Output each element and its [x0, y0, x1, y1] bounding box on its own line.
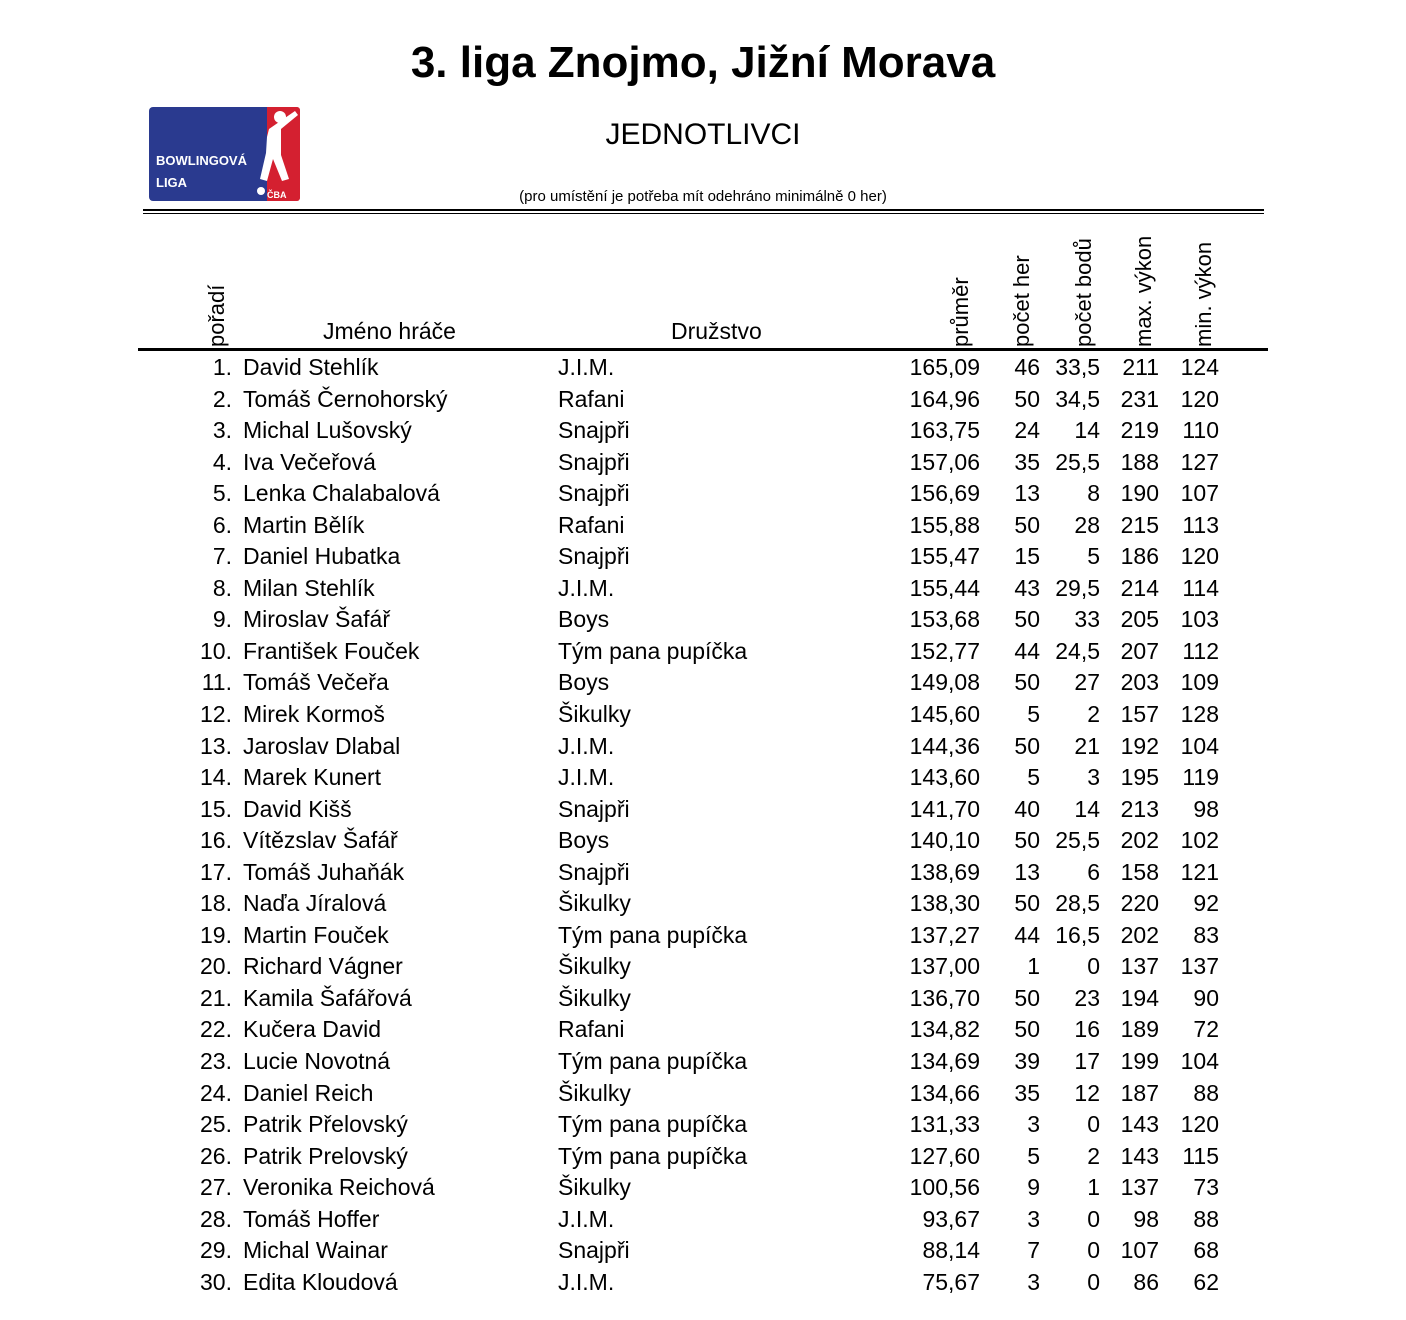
- min-score-cell: 113: [1182, 511, 1219, 538]
- min-score-cell: 90: [1193, 984, 1219, 1011]
- max-score-cell: 86: [1133, 1268, 1159, 1295]
- points-cell: 34,5: [1055, 385, 1100, 412]
- points-cell: 27: [1074, 669, 1100, 696]
- average-cell: 131,33: [909, 1111, 980, 1138]
- team-cell: J.I.M.: [558, 1268, 615, 1295]
- table-row: [0, 888, 1406, 920]
- points-cell: 5: [1087, 543, 1100, 570]
- max-score-cell: 186: [1120, 543, 1159, 570]
- min-score-cell: 83: [1193, 921, 1219, 948]
- rank-cell: 29.: [200, 1237, 232, 1264]
- min-score-cell: 110: [1182, 417, 1219, 444]
- points-cell: 1: [1087, 1174, 1100, 1201]
- games-cell: 1: [1027, 953, 1040, 980]
- rank-cell: 25.: [200, 1111, 232, 1138]
- min-score-cell: 124: [1180, 354, 1219, 380]
- team-cell: Tým pana pupíčka: [558, 1048, 748, 1075]
- points-cell: 21: [1074, 732, 1100, 759]
- team-cell: J.I.M.: [558, 574, 615, 601]
- max-score-cell: 158: [1120, 858, 1159, 885]
- max-score-cell: 137: [1120, 1174, 1159, 1201]
- max-score-cell: 203: [1120, 669, 1159, 696]
- rank-cell: 21.: [200, 984, 232, 1011]
- rank-cell: 6.: [212, 511, 232, 538]
- table-row: [0, 762, 1406, 794]
- player-name-cell: Daniel Reich: [243, 1079, 374, 1106]
- points-cell: 17: [1074, 1048, 1100, 1075]
- min-score-cell: 88: [1193, 1079, 1219, 1106]
- min-score-cell: 92: [1193, 890, 1219, 917]
- team-cell: Šikulky: [558, 890, 631, 917]
- table-row: [0, 384, 1406, 416]
- average-cell: 152,77: [909, 637, 980, 664]
- player-name-cell: Naďa Jíralová: [243, 890, 387, 917]
- average-cell: 134,69: [909, 1048, 980, 1075]
- player-name-cell: Lucie Novotná: [243, 1048, 391, 1075]
- max-score-cell: 207: [1120, 637, 1159, 664]
- min-score-cell: 109: [1180, 669, 1219, 696]
- points-cell: 29,5: [1055, 574, 1100, 601]
- points-cell: 33,5: [1055, 354, 1100, 380]
- player-name-cell: Jaroslav Dlabal: [243, 732, 401, 759]
- table-header-divider: [138, 348, 1268, 351]
- points-cell: 3: [1087, 764, 1100, 791]
- team-cell: Tým pana pupíčka: [558, 1111, 748, 1138]
- team-cell: Rafani: [558, 511, 625, 538]
- player-name-cell: David Stehlík: [243, 354, 379, 380]
- player-name-cell: František Fouček: [243, 637, 420, 664]
- player-name-cell: Tomáš Hoffer: [243, 1205, 380, 1232]
- max-score-cell: 157: [1120, 701, 1159, 728]
- min-score-cell: 115: [1182, 1142, 1219, 1169]
- min-score-cell: 98: [1193, 795, 1219, 822]
- rank-cell: 26.: [200, 1142, 232, 1169]
- team-cell: J.I.M.: [558, 354, 615, 380]
- min-score-cell: 104: [1180, 732, 1219, 759]
- max-score-cell: 194: [1120, 984, 1159, 1011]
- player-name-cell: David Kišš: [243, 795, 352, 822]
- player-name-cell: Edita Kloudová: [243, 1268, 398, 1295]
- average-cell: 157,06: [909, 448, 980, 475]
- player-name-cell: Patrik Prelovský: [243, 1142, 408, 1169]
- team-cell: Boys: [558, 669, 610, 696]
- team-cell: J.I.M.: [558, 764, 615, 791]
- table-row: [0, 604, 1406, 636]
- table-row: [0, 1204, 1406, 1236]
- min-score-cell: 107: [1180, 480, 1219, 507]
- rank-cell: 1.: [212, 354, 232, 380]
- points-cell: 12: [1074, 1079, 1100, 1106]
- min-score-cell: 127: [1180, 448, 1219, 475]
- rank-cell: 8.: [212, 574, 232, 601]
- rank-cell: 22.: [200, 1016, 232, 1043]
- points-cell: 0: [1087, 953, 1100, 980]
- rank-cell: 18.: [200, 890, 232, 917]
- games-cell: 40: [1014, 795, 1040, 822]
- average-cell: 134,82: [909, 1016, 980, 1043]
- average-cell: 144,36: [909, 732, 980, 759]
- team-cell: Rafani: [558, 1016, 625, 1043]
- rank-cell: 24.: [200, 1079, 232, 1106]
- points-cell: 16,5: [1055, 921, 1100, 948]
- player-name-cell: Miroslav Šafář: [243, 606, 390, 633]
- average-cell: 75,67: [922, 1268, 980, 1295]
- table-row: [0, 636, 1406, 668]
- average-cell: 165,09: [909, 354, 980, 380]
- player-name-cell: Daniel Hubatka: [243, 543, 401, 570]
- header-divider-thin: [143, 213, 1264, 214]
- player-name-cell: Marek Kunert: [243, 764, 382, 791]
- table-row: [0, 352, 1406, 384]
- team-cell: Tým pana pupíčka: [558, 1142, 748, 1169]
- max-score-cell: 211: [1122, 354, 1159, 380]
- table-row: [0, 478, 1406, 510]
- max-score-cell: 205: [1120, 606, 1159, 633]
- team-cell: Snajpři: [558, 480, 630, 507]
- average-cell: 145,60: [909, 701, 980, 728]
- min-score-cell: 73: [1193, 1174, 1219, 1201]
- games-cell: 50: [1014, 606, 1040, 633]
- min-score-cell: 104: [1180, 1048, 1219, 1075]
- team-cell: J.I.M.: [558, 732, 615, 759]
- rank-cell: 14.: [200, 764, 232, 791]
- rank-cell: 28.: [200, 1205, 232, 1232]
- table-row: [0, 510, 1406, 542]
- table-row: [0, 541, 1406, 573]
- max-score-cell: 202: [1120, 827, 1159, 854]
- header-divider-thick: [143, 209, 1264, 211]
- games-cell: 3: [1027, 1205, 1040, 1232]
- points-cell: 25,5: [1055, 448, 1100, 475]
- games-cell: 50: [1014, 1016, 1040, 1043]
- team-cell: Boys: [558, 606, 610, 633]
- min-score-cell: 119: [1182, 764, 1219, 791]
- player-name-cell: Tomáš Černohorský: [243, 385, 448, 412]
- min-score-cell: 102: [1180, 827, 1219, 854]
- player-name-cell: Vítězslav Šafář: [243, 827, 398, 854]
- points-cell: 0: [1087, 1237, 1100, 1264]
- player-name-cell: Kučera David: [243, 1016, 382, 1043]
- table-row: [0, 951, 1406, 983]
- games-cell: 50: [1014, 984, 1040, 1011]
- table-row: [0, 573, 1406, 605]
- player-name-cell: Martin Fouček: [243, 921, 389, 948]
- table-row: [0, 731, 1406, 763]
- rank-cell: 16.: [200, 827, 232, 854]
- games-cell: 3: [1027, 1268, 1040, 1295]
- rank-cell: 4.: [212, 448, 232, 475]
- team-cell: Šikulky: [558, 1174, 631, 1201]
- rank-cell: 15.: [200, 795, 232, 822]
- points-cell: 14: [1074, 417, 1100, 444]
- page-subtitle: JEDNOTLIVCI: [605, 118, 801, 151]
- rank-cell: 20.: [200, 953, 232, 980]
- team-cell: J.I.M.: [558, 1205, 615, 1232]
- games-cell: 3: [1027, 1111, 1040, 1138]
- logo-mark: ČBA: [267, 190, 287, 200]
- points-cell: 14: [1074, 795, 1100, 822]
- col-header-team: Družstvo: [671, 318, 762, 344]
- points-cell: 2: [1087, 1142, 1100, 1169]
- average-cell: 163,75: [909, 417, 980, 444]
- games-cell: 5: [1027, 1142, 1040, 1169]
- team-cell: Šikulky: [558, 1079, 631, 1106]
- games-cell: 50: [1014, 511, 1040, 538]
- min-score-cell: 68: [1193, 1237, 1219, 1264]
- games-cell: 50: [1014, 732, 1040, 759]
- min-score-cell: 120: [1180, 385, 1219, 412]
- max-score-cell: 202: [1120, 921, 1159, 948]
- games-cell: 44: [1014, 921, 1040, 948]
- max-score-cell: 143: [1120, 1111, 1159, 1138]
- points-cell: 16: [1074, 1016, 1100, 1043]
- max-score-cell: 107: [1120, 1237, 1159, 1264]
- points-cell: 28,5: [1055, 890, 1100, 917]
- games-cell: 35: [1014, 448, 1040, 475]
- average-cell: 140,10: [909, 827, 980, 854]
- table-row: [0, 857, 1406, 889]
- average-cell: 138,69: [909, 858, 980, 885]
- max-score-cell: 188: [1120, 448, 1159, 475]
- points-cell: 28: [1074, 511, 1100, 538]
- games-cell: 24: [1014, 417, 1040, 444]
- points-cell: 0: [1087, 1205, 1100, 1232]
- points-cell: 6: [1087, 858, 1100, 885]
- min-score-cell: 72: [1193, 1016, 1219, 1043]
- player-name-cell: Michal Lušovský: [243, 417, 412, 444]
- team-cell: Snajpři: [558, 858, 630, 885]
- points-cell: 24,5: [1055, 637, 1100, 664]
- min-score-cell: 128: [1180, 701, 1219, 728]
- max-score-cell: 192: [1120, 732, 1159, 759]
- team-cell: Šikulky: [558, 953, 631, 980]
- games-cell: 15: [1014, 543, 1040, 570]
- rank-cell: 2.: [212, 385, 232, 412]
- max-score-cell: 220: [1120, 890, 1159, 917]
- logo-line1: BOWLINGOVÁ: [156, 153, 247, 168]
- team-cell: Boys: [558, 827, 610, 854]
- min-score-cell: 103: [1180, 606, 1219, 633]
- max-score-cell: 189: [1120, 1016, 1159, 1043]
- points-cell: 8: [1087, 480, 1100, 507]
- rank-cell: 7.: [212, 543, 232, 570]
- table-row: [0, 1109, 1406, 1141]
- games-cell: 39: [1014, 1048, 1040, 1075]
- games-cell: 50: [1014, 669, 1040, 696]
- points-cell: 0: [1087, 1268, 1100, 1295]
- player-name-cell: Michal Wainar: [243, 1237, 388, 1264]
- min-score-cell: 137: [1180, 953, 1219, 980]
- rank-cell: 30.: [200, 1268, 232, 1295]
- average-cell: 138,30: [909, 890, 980, 917]
- rank-cell: 17.: [200, 858, 232, 885]
- rank-cell: 13.: [200, 732, 232, 759]
- games-cell: 50: [1014, 385, 1040, 412]
- min-score-cell: 120: [1180, 543, 1219, 570]
- rank-cell: 11.: [201, 669, 232, 696]
- team-cell: Tým pana pupíčka: [558, 921, 748, 948]
- max-score-cell: 98: [1133, 1205, 1159, 1232]
- points-cell: 0: [1087, 1111, 1100, 1138]
- team-cell: Tým pana pupíčka: [558, 637, 748, 664]
- average-cell: 156,69: [909, 480, 980, 507]
- games-cell: 5: [1027, 764, 1040, 791]
- rank-cell: 27.: [200, 1174, 232, 1201]
- player-name-cell: Martin Bělík: [243, 511, 365, 538]
- games-cell: 7: [1027, 1237, 1040, 1264]
- games-cell: 44: [1014, 637, 1040, 664]
- points-cell: 23: [1074, 984, 1100, 1011]
- average-cell: 155,44: [909, 574, 980, 601]
- player-name-cell: Lenka Chalabalová: [243, 480, 440, 507]
- table-row: [0, 794, 1406, 826]
- team-cell: Šikulky: [558, 701, 631, 728]
- minimum-games-note: (pro umístění je potřeba mít odehráno minimálně 0 her): [519, 188, 887, 205]
- rank-cell: 9.: [212, 606, 232, 633]
- table-row: [0, 447, 1406, 479]
- average-cell: 88,14: [922, 1237, 980, 1264]
- player-name-cell: Tomáš Juhaňák: [243, 858, 405, 885]
- max-score-cell: 187: [1120, 1079, 1159, 1106]
- standings-table: [0, 352, 1406, 1298]
- min-score-cell: 120: [1180, 1111, 1219, 1138]
- table-row: [0, 699, 1406, 731]
- table-row: [0, 1046, 1406, 1078]
- rank-cell: 5.: [212, 480, 232, 507]
- table-row: [0, 1235, 1406, 1267]
- player-name-cell: Kamila Šafářová: [243, 984, 412, 1011]
- average-cell: 164,96: [909, 385, 980, 412]
- max-score-cell: 219: [1120, 417, 1159, 444]
- team-cell: Snajpři: [558, 448, 630, 475]
- points-cell: 2: [1087, 701, 1100, 728]
- player-name-cell: Iva Večeřová: [243, 448, 376, 475]
- player-name-cell: Veronika Reichová: [243, 1174, 435, 1201]
- average-cell: 149,08: [909, 669, 980, 696]
- rank-cell: 12.: [200, 701, 232, 728]
- average-cell: 143,60: [909, 764, 980, 791]
- games-cell: 9: [1027, 1174, 1040, 1201]
- average-cell: 100,56: [909, 1174, 980, 1201]
- table-row: [0, 1267, 1406, 1299]
- table-row: [0, 920, 1406, 952]
- min-score-cell: 88: [1193, 1205, 1219, 1232]
- table-row: [0, 825, 1406, 857]
- min-score-cell: 121: [1180, 858, 1219, 885]
- games-cell: 50: [1014, 827, 1040, 854]
- team-cell: Rafani: [558, 385, 625, 412]
- team-cell: Snajpři: [558, 1237, 630, 1264]
- max-score-cell: 199: [1120, 1048, 1159, 1075]
- table-row: [0, 1014, 1406, 1046]
- games-cell: 50: [1014, 890, 1040, 917]
- col-header-name: Jméno hráče: [323, 318, 456, 344]
- games-cell: 5: [1027, 701, 1040, 728]
- page-title: 3. liga Znojmo, Jižní Morava: [410, 38, 996, 87]
- max-score-cell: 215: [1120, 511, 1159, 538]
- team-cell: Snajpři: [558, 543, 630, 570]
- max-score-cell: 190: [1120, 480, 1159, 507]
- average-cell: 137,27: [909, 921, 980, 948]
- team-cell: Snajpři: [558, 795, 630, 822]
- average-cell: 137,00: [909, 953, 980, 980]
- team-cell: Snajpři: [558, 417, 630, 444]
- games-cell: 35: [1014, 1079, 1040, 1106]
- games-cell: 13: [1014, 480, 1040, 507]
- average-cell: 127,60: [909, 1142, 980, 1169]
- max-score-cell: 143: [1120, 1142, 1159, 1169]
- logo-line2: LIGA: [156, 175, 188, 190]
- table-row: [0, 1172, 1406, 1204]
- player-name-cell: Patrik Přelovský: [243, 1111, 408, 1138]
- average-cell: 141,70: [909, 795, 980, 822]
- points-cell: 33: [1074, 606, 1100, 633]
- min-score-cell: 114: [1182, 574, 1219, 601]
- average-cell: 134,66: [909, 1079, 980, 1106]
- average-cell: 155,47: [909, 543, 980, 570]
- games-cell: 43: [1014, 574, 1040, 601]
- player-name-cell: Richard Vágner: [243, 953, 403, 980]
- table-row: [0, 667, 1406, 699]
- average-cell: 93,67: [922, 1205, 980, 1232]
- points-cell: 25,5: [1055, 827, 1100, 854]
- min-score-cell: 112: [1182, 637, 1219, 664]
- player-name-cell: Mirek Kormoš: [243, 701, 385, 728]
- rank-cell: 10.: [200, 637, 232, 664]
- max-score-cell: 231: [1120, 385, 1159, 412]
- max-score-cell: 214: [1120, 574, 1159, 601]
- max-score-cell: 213: [1120, 795, 1159, 822]
- average-cell: 155,88: [909, 511, 980, 538]
- rank-cell: 23.: [200, 1048, 232, 1075]
- table-row: [0, 1078, 1406, 1110]
- table-row: [0, 415, 1406, 447]
- team-cell: Šikulky: [558, 984, 631, 1011]
- average-cell: 136,70: [909, 984, 980, 1011]
- table-row: [0, 983, 1406, 1015]
- average-cell: 153,68: [909, 606, 980, 633]
- rank-cell: 19.: [200, 921, 232, 948]
- table-row: [0, 1141, 1406, 1173]
- player-name-cell: Tomáš Večeřa: [243, 669, 389, 696]
- player-name-cell: Milan Stehlík: [243, 574, 375, 601]
- games-cell: 13: [1014, 858, 1040, 885]
- min-score-cell: 62: [1193, 1268, 1219, 1295]
- rank-cell: 3.: [212, 417, 232, 444]
- games-cell: 46: [1014, 354, 1040, 380]
- max-score-cell: 137: [1120, 953, 1159, 980]
- max-score-cell: 195: [1120, 764, 1159, 791]
